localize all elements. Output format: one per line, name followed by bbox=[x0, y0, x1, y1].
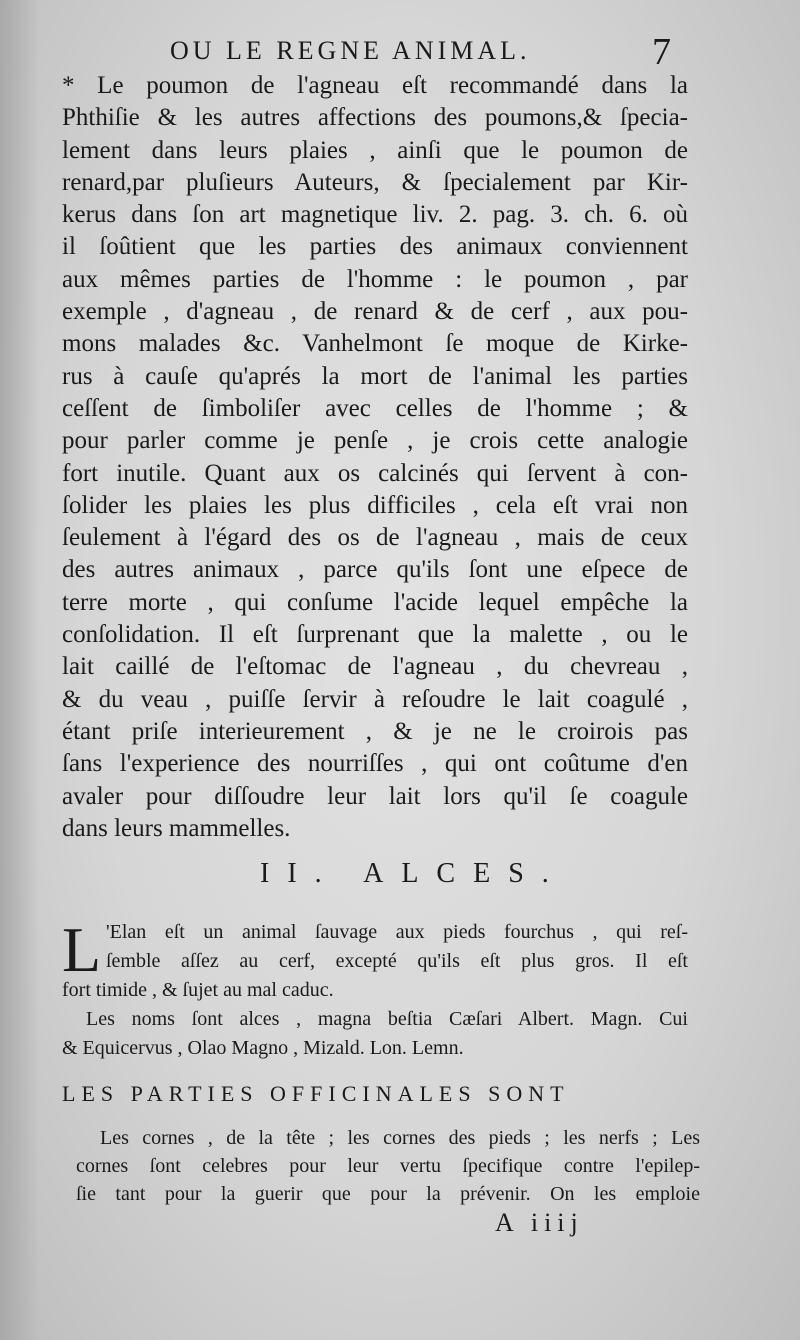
page-number: 7 bbox=[652, 31, 671, 73]
text-line: terre morte , qui conſume l'acide lequel empêche la bbox=[62, 588, 688, 616]
text-line: renard,par pluſieurs Auteurs, & ſpecialement par Kir- bbox=[62, 168, 688, 196]
text-line: ſie tant pour la guerir que pour la prévenir. On les emploie bbox=[76, 1183, 700, 1205]
text-line: ſolider les plaies les plus difficiles , cela eſt vrai non bbox=[62, 491, 688, 519]
text-line: & du veau , puiſſe ſervir à reſoudre le lait coagulé , bbox=[62, 685, 688, 713]
text-line: étant priſe interieurement , & je ne le croirois pas bbox=[62, 717, 688, 745]
text-line: exemple , d'agneau , de renard & de cerf , aux pou- bbox=[62, 298, 688, 326]
text-line: lement dans leurs plaies , ainſi que le poumon de bbox=[62, 136, 688, 164]
text-line: conſolidation. Il eſt ſurprenant que la malette , ou le bbox=[62, 621, 688, 649]
text-line: fort timide , & ſujet au mal caduc. bbox=[62, 979, 334, 1001]
text-line: Les noms ſont alces , magna beſtia Cæſari Albert. Magn. Cui bbox=[86, 1008, 688, 1030]
text-line: ceſſent de ſimboliſer avec celles de l'homme ; & bbox=[62, 394, 688, 422]
text-line: cornes ſont celebres pour leur vertu ſpecifique contre l'epilep- bbox=[76, 1155, 700, 1177]
text-line: Phthiſie & les autres affections des poumons,& ſpecia- bbox=[62, 104, 688, 132]
text-line: pour parler comme je penſe , je crois cette analogie bbox=[62, 427, 688, 455]
text-line: ſemble aſſez au cerf, excepté qu'ils eſt plus gros. Il eſt bbox=[106, 950, 688, 972]
section-title: II. ALCES. bbox=[260, 858, 567, 889]
text-line: Les cornes , de la tête ; les cornes des pieds ; les nerfs ; Les bbox=[100, 1127, 700, 1149]
sub-heading: LES PARTIES OFFICINALES SONT bbox=[62, 1081, 570, 1106]
text-line: aux mêmes parties de l'homme : le poumon , par bbox=[62, 265, 688, 293]
text-line: ſans l'experience des nourriſſes , qui ont coûtume d'en bbox=[62, 750, 688, 778]
text-line: & Equicervus , Olao Magno , Mizald. Lon. Lemn. bbox=[62, 1037, 464, 1059]
text-line: il ſoûtient que les parties des animaux conviennent bbox=[62, 233, 688, 261]
text-line: ſeulement à l'égard des os de l'agneau , mais de ceux bbox=[62, 524, 688, 552]
text-line: kerus dans ſon art magnetique liv. 2. pag. 3. ch. 6. où bbox=[62, 201, 688, 229]
text-line: * Le poumon de l'agneau eſt recommandé dans la bbox=[62, 72, 688, 99]
signature-mark: A iiij bbox=[495, 1208, 584, 1237]
text-line: mons malades &c. Vanhelmont ſe moque de Kirke- bbox=[62, 330, 688, 358]
text-line: fort inutile. Quant aux os calcinés qui ſervent à con- bbox=[62, 459, 688, 487]
text-line: avaler pour diſſoudre leur lait lors qu'il ſe coagule bbox=[62, 782, 688, 810]
text-line: lait caillé de l'eſtomac de l'agneau , du chevreau , bbox=[62, 653, 688, 681]
running-head: OU LE REGNE ANIMAL. bbox=[170, 36, 531, 65]
text-line: rus à cauſe qu'aprés la mort de l'animal les parties bbox=[62, 362, 688, 390]
body-paragraph bbox=[62, 70, 688, 845]
text-line: 'Elan eſt un animal ſauvage aux pieds fourchus , qui reſ- bbox=[106, 921, 688, 943]
text-line: dans leurs mammelles. bbox=[62, 814, 291, 842]
drop-cap: L bbox=[62, 914, 102, 985]
parts-paragraph bbox=[76, 1124, 700, 1208]
section-paragraph bbox=[62, 914, 688, 1063]
page-shadow bbox=[0, 0, 40, 1340]
text-line: des autres animaux , parce qu'ils ſont une eſpece de bbox=[62, 556, 688, 584]
